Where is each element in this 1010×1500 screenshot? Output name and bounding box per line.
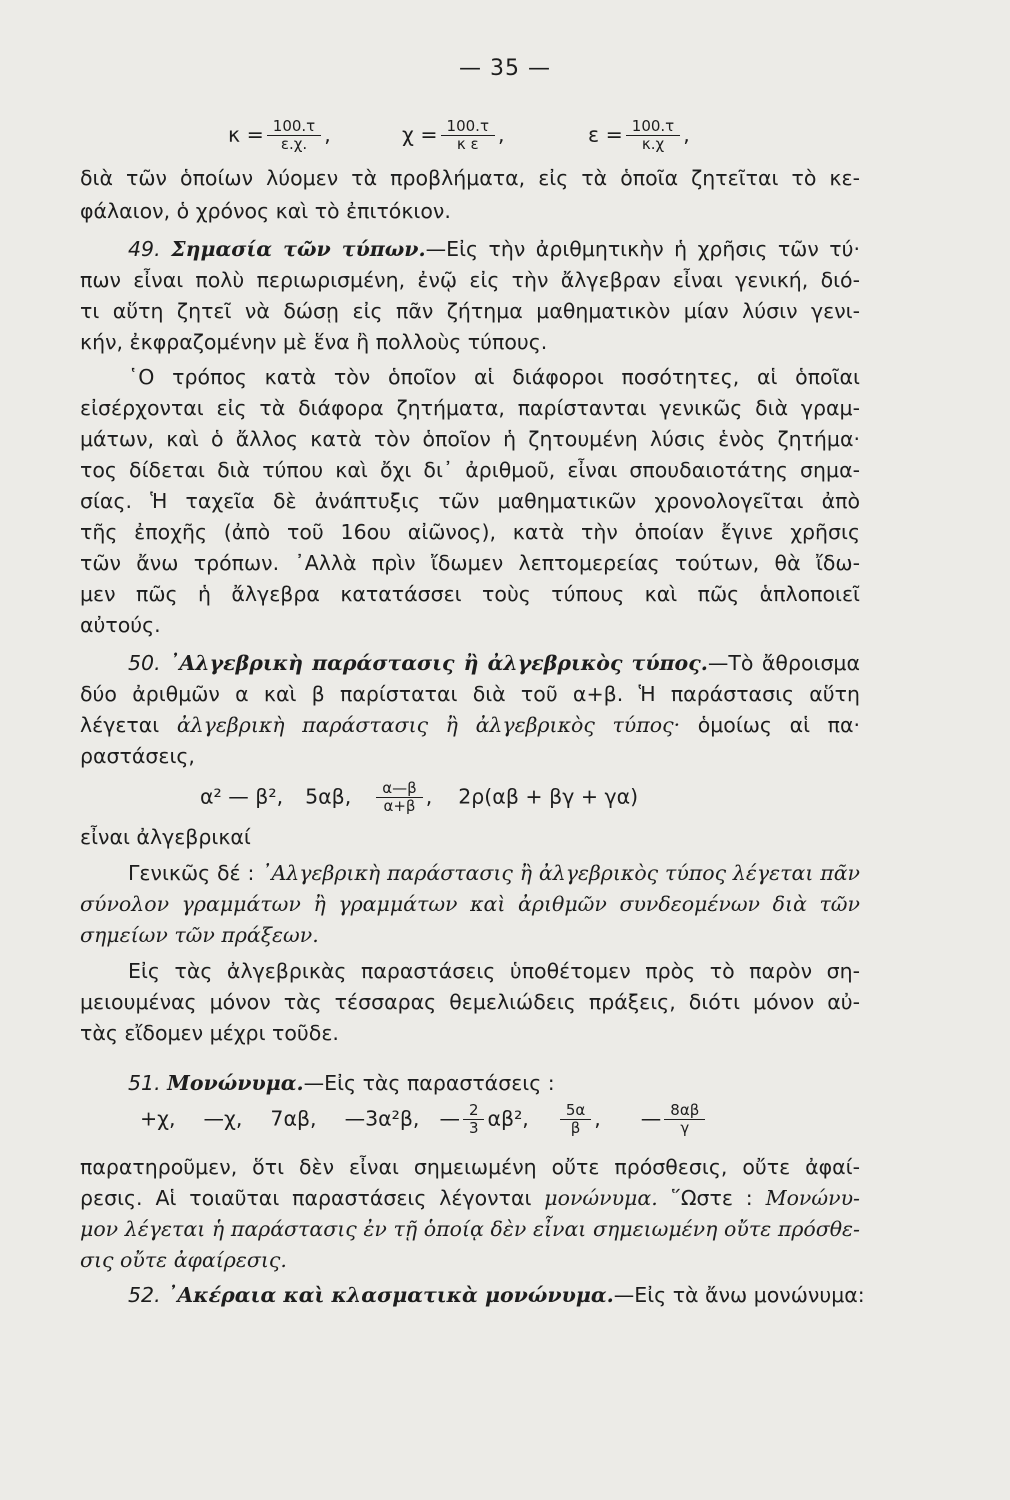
text-segment: ὁμοίως αἱ πα·	[697, 713, 860, 737]
italic-term: ἀλγεβρικὴ παράστασις ἢ ἀλγεβρικὸς τύπος·	[176, 713, 681, 737]
page-number: — 35 —	[459, 56, 551, 81]
formula-k-lhs: κ =	[228, 122, 264, 147]
monomial-fraction	[664, 1102, 705, 1137]
section-49-number: 49.	[128, 237, 161, 261]
minus-sign: —	[439, 1106, 460, 1131]
fraction-numerator: 2	[463, 1102, 485, 1120]
section-49-heading	[128, 234, 860, 264]
text-line: μειουμένας μόνον τὰς τέσσαρας θεμελιώδεις πράξεις, διότι μόνον αὐ-	[80, 990, 860, 1014]
text-line: Εἰς τὰς ἀλγεβρικὰς παραστάσεις ὑποθέτομεν πρὸς τὸ παρὸν ση-	[128, 959, 860, 983]
definition-line	[128, 858, 860, 888]
italic-definition-line: σις οὔτε ἀφαίρεσις.	[80, 1248, 287, 1272]
formula-k-fraction	[267, 118, 321, 153]
section-50-heading	[128, 648, 860, 678]
monomial: 7αβ,	[270, 1106, 317, 1131]
text-segment: λέγεται	[80, 713, 160, 737]
fraction-denominator: α+β	[383, 797, 416, 815]
section-52-heading	[128, 1280, 865, 1310]
expression: 5αβ,	[305, 784, 352, 809]
fraction-denominator: γ	[680, 1119, 690, 1137]
text-line: σίας. Ἡ ταχεῖα δὲ ἀνάπτυξις τῶν μαθηματικῶν χρονολογεῖται ἀπὸ	[80, 489, 860, 513]
italic-definition: Μονώνυ-	[765, 1186, 860, 1210]
section-52-number: 52.	[128, 1283, 161, 1307]
text-line: τὰς εἴδομεν μέχρι τοῦδε.	[80, 1021, 339, 1045]
fraction-denominator: 3	[468, 1119, 479, 1137]
expression: 2ρ(αβ + βγ + γα)	[458, 784, 639, 809]
text-line: ραστάσεις,	[80, 744, 195, 768]
expression-row-50	[200, 780, 638, 815]
text-line: διὰ τῶν ὁποίων λύομεν τὰ προβλήματα, εἰς τὰ ὁποῖα ζητεῖται τὸ κε-	[80, 166, 860, 190]
formula-e-denominator: κ.χ	[641, 135, 665, 153]
formula-e-lhs: ε =	[588, 122, 623, 147]
italic-definition-line: σύνολον γραμμάτων ἢ γραμμάτων καὶ ἀριθμῶν συνδεομένων διὰ τῶν	[80, 892, 860, 916]
monomial: —χ,	[203, 1106, 243, 1131]
text-segment: ρεσις. Αἱ τοιαῦται παραστάσεις λέγονται	[80, 1186, 532, 1210]
text-line: μεν πῶς ἡ ἄλγεβρα κατατάσσει τοὺς τύπους καὶ πῶς ἁπλοποιεῖ	[80, 582, 860, 606]
section-49-title: Σημασία τῶν τύπων.	[171, 237, 426, 261]
text-line: αὐτούς.	[80, 613, 161, 637]
monomial-fraction	[463, 1102, 485, 1137]
monomial-comma: ,	[594, 1106, 601, 1131]
text-line: ῾Ο τρόπος κατὰ τὸν ὁποῖον αἱ διάφοροι ποσότητες, αἱ ὁποῖαι	[128, 365, 860, 389]
fraction-numerator: α—β	[376, 780, 422, 798]
section-52-text: —Εἰς τὰ ἄνω μονώνυμα:	[613, 1283, 865, 1307]
text-segment: ῞Ωστε :	[670, 1186, 753, 1210]
text-segment: Γενικῶς δέ :	[128, 861, 255, 885]
section-51-number: 51.	[128, 1071, 161, 1095]
text-line: μάτων, καὶ ὁ ἄλλος κατὰ τὸν ὁποῖον ἡ ζητουμένη λύσις ἑνὸς ζητήμα·	[80, 427, 860, 451]
italic-definition-line: μον λέγεται ἡ παράστασις ἐν τῇ ὁποίᾳ δὲν εἶναι σημειωμένη οὔτε πρόσθε-	[80, 1217, 860, 1241]
monomials-row	[140, 1102, 708, 1137]
italic-definition-line: σημείων τῶν πράξεων.	[80, 923, 319, 947]
text-line: τῆς ἐποχῆς (ἀπὸ τοῦ 16ου αἰῶνος), κατὰ τὴν ὁποίαν ἔγινε χρῆσις	[80, 520, 860, 544]
formula-x-denominator: κ ε	[456, 135, 479, 153]
formula-x-comma: ,	[497, 122, 505, 147]
monomial-fraction	[560, 1102, 591, 1137]
text-line: τος δίδεται διὰ τύπου καὶ ὄχι δι᾿ ἀριθμοῦ, εἶναι σπουδαιοτάτης σημα-	[80, 458, 860, 482]
formula-e-numerator: 100.τ	[626, 118, 680, 136]
formula-e-fraction	[626, 118, 680, 153]
expression: α² — β²,	[200, 784, 284, 809]
fraction-numerator: 5α	[560, 1102, 591, 1120]
formula-x-numerator: 100.τ	[441, 118, 495, 136]
text-line: παρατηροῦμεν, ὅτι δὲν εἶναι σημειωμένη οὔτε πρόσθεσις, οὔτε ἀφαί-	[80, 1155, 860, 1179]
formula-x-fraction	[441, 118, 495, 153]
section-49-text: —Εἰς τὴν ἀριθμητικὴν ἡ χρῆσις τῶν τύ·	[425, 237, 860, 261]
formula-e-comma: ,	[683, 122, 690, 147]
section-50-text: —Τὸ ἄθροισμα	[707, 651, 860, 675]
text-line: πων εἶναι πολὺ περιωρισμένη, ἐνῷ εἰς τὴν ἄλγεβραν εἶναι γενική, διό-	[80, 268, 860, 292]
formula-k-denominator: ε.χ.	[280, 135, 308, 153]
text-line: δύο ἀριθμῶν α καὶ β παρίσταται διὰ τοῦ α+β. Ἡ παράστασις αὕτη	[80, 682, 860, 706]
formula-x-lhs: χ =	[402, 122, 438, 147]
text-line: τι αὕτη ζητεῖ νὰ δώσῃ εἰς πᾶν ζήτημα μαθηματικὸν μίαν λύσιν γενι-	[80, 299, 860, 323]
fraction-numerator: 8αβ	[664, 1102, 705, 1120]
monomial: αβ²,	[487, 1106, 529, 1131]
section-51-title: Μονώνυμα.	[167, 1071, 304, 1095]
formula-k-numerator: 100.τ	[267, 118, 321, 136]
text-line-mixed	[80, 1183, 860, 1213]
italic-definition: ᾿Αλγεβρικὴ παράστασις ἢ ἀλγεβρικὸς τύπος λέγεται πᾶν	[261, 861, 860, 885]
text-line: φάλαιον, ὁ χρόνος καὶ τὸ ἐπιτόκιον.	[80, 199, 451, 223]
text-line-mixed	[80, 710, 860, 740]
section-51-text: —Εἰς τὰς παραστάσεις :	[303, 1071, 555, 1095]
formula-k	[228, 118, 331, 153]
monomial: —3α²β,	[344, 1106, 420, 1131]
expression-fraction	[376, 780, 422, 815]
monomial: +χ,	[140, 1106, 176, 1131]
formula-k-comma: ,	[324, 122, 331, 147]
italic-term: μονώνυμα.	[544, 1186, 658, 1210]
text-line: τῶν ἄνω τρόπων. ᾿Αλλὰ πρὶν ἴδωμεν λεπτομερείας τούτων, θὰ ἴδω-	[80, 551, 860, 575]
expression-comma: ,	[425, 784, 433, 809]
text-line: κήν, ἐκφραζομένην μὲ ἕνα ἢ πολλοὺς τύπους.	[80, 330, 548, 354]
section-52-title: ᾿Ακέραια καὶ κλασματικὰ μονώνυμα.	[167, 1283, 614, 1307]
formula-e	[588, 118, 690, 153]
formula-x	[402, 118, 505, 153]
section-51-heading	[128, 1068, 860, 1098]
text-line: εἰσέρχονται εἰς τὰ διάφορα ζητήματα, παρίστανται γενικῶς διὰ γραμ-	[80, 396, 860, 420]
section-50-number: 50.	[128, 651, 161, 675]
text-line: εἶναι ἀλγεβρικαί	[80, 825, 251, 849]
minus-sign: —	[640, 1106, 662, 1131]
fraction-denominator: β	[570, 1119, 581, 1137]
section-50-title: ᾿Αλγεβρικὴ παράστασις ἢ ἀλγεβρικὸς τύπος.	[169, 651, 708, 675]
